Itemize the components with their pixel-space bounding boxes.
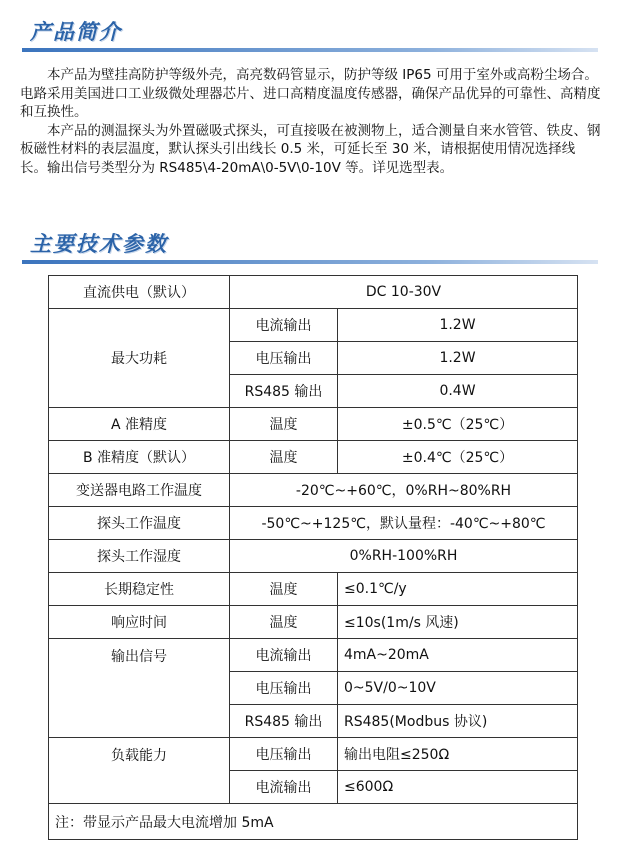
intro-text: [20, 66, 602, 177]
param-sub: 温度: [230, 441, 338, 474]
param-sub: 电压输出: [230, 342, 338, 375]
param-value: 1.2W: [338, 342, 578, 375]
param-value: -50℃~+125℃，默认量程：-40℃~+80℃: [230, 507, 578, 540]
section-header-specs: [22, 228, 598, 264]
param-label: 输出信号: [49, 639, 230, 738]
intro-paragraph-2: 本产品的测温探头为外置磁吸式探头，可直接吸在被测物上，适合测量自来水管管、铁皮、钢板磁性材料的表层温度，默认探头引出线长 0.5 米，可延长至 30 米，请根据使用情况选择线长。输出信号类型分为 RS485\4-20mA\0-5V\0-10V 等。详见选型表。: [20, 122, 601, 176]
param-value: ≤10s(1m/s 风速): [338, 606, 578, 639]
section-header-intro: [22, 16, 598, 52]
param-value: ±0.5℃（25℃）: [338, 408, 578, 441]
section-title: 主要技术参数: [30, 232, 168, 256]
table-row: [49, 474, 578, 507]
param-value: 0.4W: [338, 375, 578, 408]
param-value: -20℃~+60℃，0%RH~80%RH: [230, 474, 578, 507]
spec-table: [48, 275, 578, 840]
param-label: 负载能力: [49, 738, 230, 804]
table-note: 注：带显示产品最大电流增加 5mA: [49, 804, 578, 840]
param-label: 直流供电（默认）: [49, 276, 230, 309]
param-sub: 温度: [230, 408, 338, 441]
param-sub: 电流输出: [230, 309, 338, 342]
intro-paragraph-1: 本产品为壁挂高防护等级外壳，高亮数码管显示，防护等级 IP65 可用于室外或高粉尘场合。电路采用美国进口工业级微处理器芯片、进口高精度温度传感器，确保产品优异的可靠性、高精度和互换性。: [20, 67, 601, 120]
param-sub: 电压输出: [230, 738, 338, 771]
section-divider: [22, 260, 598, 264]
table-row: [49, 540, 578, 573]
param-label: 最大功耗: [49, 309, 230, 408]
table-row: [49, 408, 578, 441]
table-row: [49, 804, 578, 840]
table-row: [49, 276, 578, 309]
param-label: 探头工作温度: [49, 507, 230, 540]
param-sub: 温度: [230, 606, 338, 639]
param-label: 响应时间: [49, 606, 230, 639]
table-row: [49, 639, 578, 672]
section-divider: [22, 48, 598, 52]
param-sub: 电流输出: [230, 771, 338, 804]
param-value: 4mA~20mA: [338, 639, 578, 672]
section-title: 产品简介: [30, 20, 122, 44]
param-value: DC 10-30V: [230, 276, 578, 309]
param-sub: 温度: [230, 573, 338, 606]
param-value: ≤600Ω: [338, 771, 578, 804]
param-value: ±0.4℃（25℃）: [338, 441, 578, 474]
param-value: ≤0.1℃/y: [338, 573, 578, 606]
param-sub: 电流输出: [230, 639, 338, 672]
param-label: 长期稳定性: [49, 573, 230, 606]
param-label: 探头工作湿度: [49, 540, 230, 573]
param-label: B 准精度（默认）: [49, 441, 230, 474]
param-value: 0%RH-100%RH: [230, 540, 578, 573]
table-row: [49, 507, 578, 540]
table-row: [49, 738, 578, 771]
param-label: 变送器电路工作温度: [49, 474, 230, 507]
param-value: 输出电阻≤250Ω: [338, 738, 578, 771]
param-sub: RS485 输出: [230, 705, 338, 738]
table-row: [49, 309, 578, 342]
param-label: A 准精度: [49, 408, 230, 441]
param-value: 0~5V/0~10V: [338, 672, 578, 705]
param-sub: 电压输出: [230, 672, 338, 705]
param-sub: RS485 输出: [230, 375, 338, 408]
table-row: [49, 573, 578, 606]
param-value: 1.2W: [338, 309, 578, 342]
table-row: [49, 606, 578, 639]
param-value: RS485(Modbus 协议): [338, 705, 578, 738]
table-row: [49, 441, 578, 474]
